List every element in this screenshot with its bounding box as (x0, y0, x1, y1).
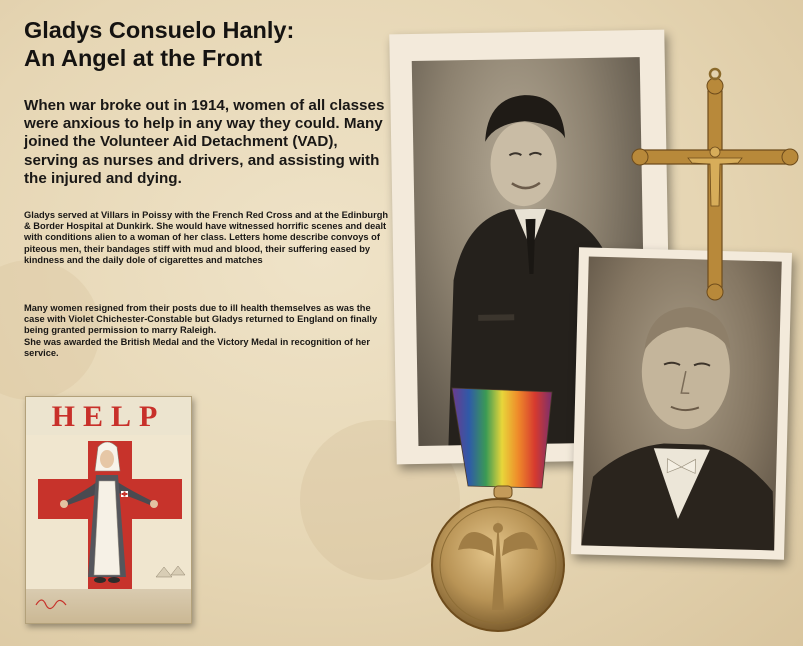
resignation-text: Many women resigned from their posts due to ill health themselves as was the case with Violet Chichester-Constable but Gladys returned to England on finally being granted permission to marry Raleigh. (24, 303, 378, 336)
title-line-2: An Angel at the Front (24, 45, 263, 71)
crucifix-icon (632, 69, 798, 300)
intro-paragraph: When war broke out in 1914, women of all classes were anxious to help in any way they could. Many joined the Volunteer Aid Detachment (VAD), serving as nurses and drivers, and assisting with the injured and dying. (24, 97, 385, 187)
medal-text: She was awarded the British Medal and the Victory Medal in recognition of her service. (24, 336, 370, 358)
title-line-1: Gladys Consuelo Hanly: (24, 17, 295, 43)
victory-medal-icon (432, 388, 564, 631)
poster-headline: HELP (51, 400, 166, 433)
service-paragraph: Gladys served at Villars in Poissy with the French Red Cross and at the Edinburgh & Border Hospital at Dunkirk. She would have witnessed horrific scenes and dealt with conditions alien to a woman of her class. Letters home describe convoys of piteous men, their bandages stiff with mud and blood, their suffering eased by kindness and the daily dole of cigarettes and matches (24, 210, 389, 265)
